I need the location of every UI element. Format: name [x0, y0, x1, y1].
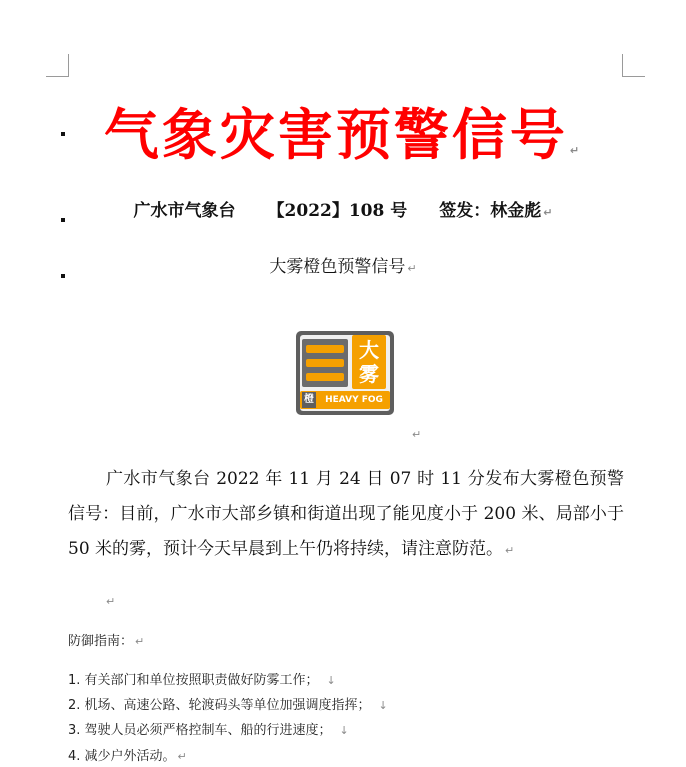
guide-heading[interactable]: [68, 630, 144, 649]
line-break-mark: ↓: [326, 674, 336, 687]
body-paragraph[interactable]: [68, 462, 624, 568]
guide-item-text: 4. 减少户外活动。: [68, 749, 176, 764]
issuer-signed: 签发：林金彪: [439, 201, 542, 221]
sign-glyph-box: [352, 335, 386, 389]
sign-bar: [306, 373, 344, 381]
issuer-number: 【2022】108 号: [267, 201, 408, 221]
guide-item[interactable]: [68, 745, 187, 764]
guide-heading-text: 防御指南：: [68, 634, 134, 649]
crop-mark-top-left: [46, 54, 69, 77]
sign-bars: [302, 339, 348, 387]
subtitle-text: 大雾橙色预警信号: [269, 257, 406, 277]
body-text: 广水市气象台 2022 年 11 月 24 日 07 时 11 分发布大雾橙色预警信号：目前，广水市大部乡镇和街道出现了能见度小于 200 米、局部小于 50 米的雾，预计今天早晨到上午仍将持续，请注意防范。: [68, 469, 624, 559]
guide-item-text: 2. 机场、高速公路、轮渡码头等单位加强调度指挥；: [68, 698, 371, 713]
paragraph-mark: ↵: [412, 428, 422, 441]
paragraph-mark: ↵: [505, 544, 515, 557]
sign-level-char: 橙: [302, 392, 316, 408]
issuer-line[interactable]: [0, 196, 686, 221]
sign-glyph-bottom: 雾: [359, 362, 379, 386]
guide-item[interactable]: [68, 719, 349, 738]
document-subtitle[interactable]: [0, 252, 686, 277]
guide-item[interactable]: [68, 669, 336, 688]
sign-glyph-top: 大: [359, 338, 379, 362]
line-break-mark: ↓: [339, 724, 349, 737]
guide-item[interactable]: [68, 694, 388, 713]
heavy-fog-orange-warning-icon[interactable]: [296, 331, 394, 415]
paragraph-mark: ↵: [135, 635, 145, 648]
title-text: 气象灾害预警信号: [103, 102, 568, 167]
paragraph-mark: ↵: [177, 750, 187, 763]
sign-english-label: HEAVY FOG: [325, 395, 383, 405]
line-break-mark: ↓: [378, 699, 388, 712]
sign-bar: [306, 359, 344, 367]
paragraph-mark: ↵: [569, 144, 583, 157]
sign-lower-band: [300, 391, 390, 409]
document-title[interactable]: [0, 100, 686, 186]
guide-item-text: 1. 有关部门和单位按照职责做好防雾工作；: [68, 673, 319, 688]
sign-bar: [306, 345, 344, 353]
guide-item-text: 3. 驾驶人员必须严格控制车、船的行进速度；: [68, 723, 332, 738]
paragraph-mark: ↵: [106, 595, 116, 608]
paragraph-mark: ↵: [543, 206, 553, 219]
crop-mark-top-right: [622, 54, 645, 77]
issuer-office: 广水市气象台: [133, 201, 236, 221]
paragraph-mark: ↵: [407, 262, 417, 275]
